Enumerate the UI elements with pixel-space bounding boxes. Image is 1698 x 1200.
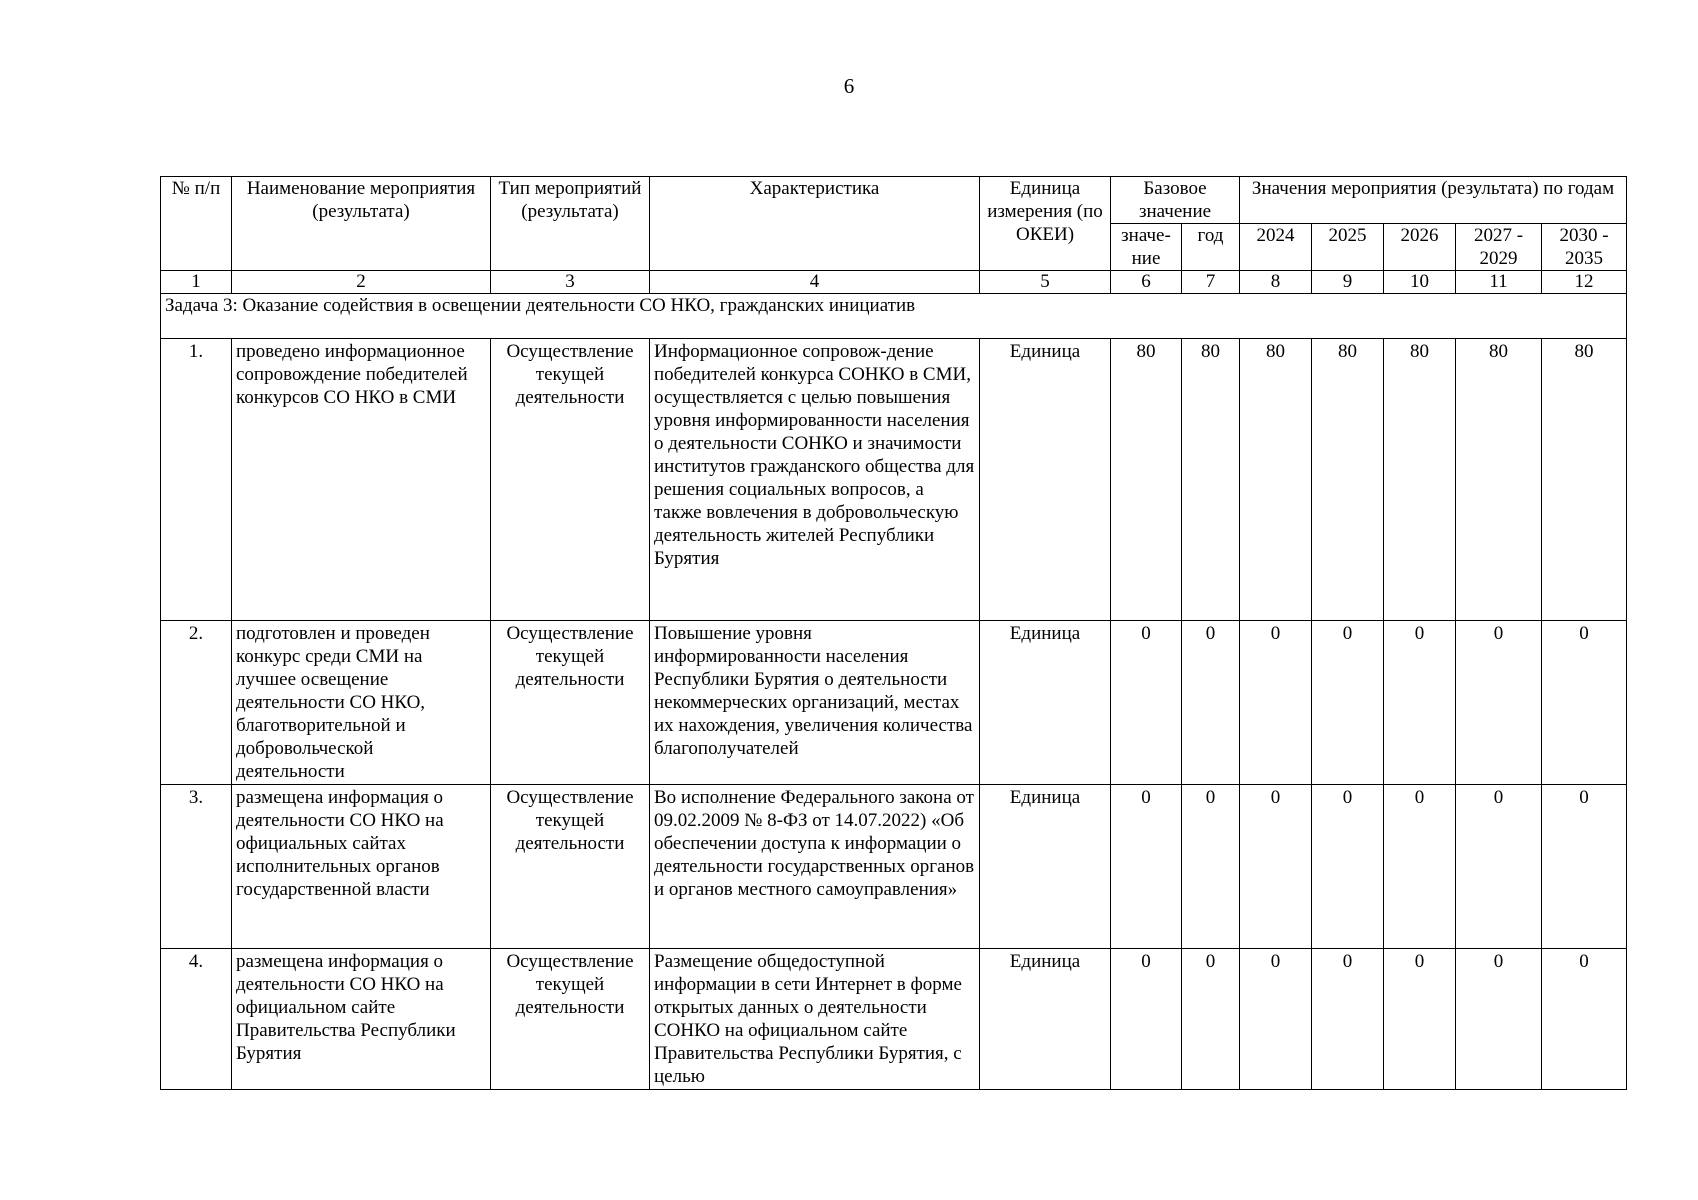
header-unit: Единица измерения (по ОКЕИ) (980, 177, 1111, 271)
row-unit: Единица (980, 339, 1111, 621)
row-characteristic: Размещение общедоступной информации в сети Интернет в форме открытых данных о деятельности СОНКО на официальном сайте Правительства Республики Бурятия, с целью (650, 949, 980, 1090)
row-unit: Единица (980, 621, 1111, 785)
row-value: 80 (1111, 339, 1182, 621)
task-title: Задача 3: Оказание содействия в освещении деятельности СО НКО, гражданских инициатив (161, 294, 1627, 339)
row-characteristic: Информационное сопровож-дение победителей конкурса СОНКО в СМИ, осуществляется с целью повышения уровня информированности населения о деятельности СОНКО и значимости институтов гражданского общества для решения социальных вопросов, а также вовлечения в добровольческую деятельность жителей Республики Бурятия (650, 339, 980, 621)
row-name: размещена информация о деятельности СО НКО на официальных сайтах исполнительных органов государственной власти (232, 785, 491, 949)
header-base-value: значе-ние (1111, 224, 1182, 271)
row-unit: Единица (980, 785, 1111, 949)
row-type: Осуществление текущей деятельности (491, 949, 650, 1090)
column-number: 2 (232, 271, 491, 294)
header-name: Наименование мероприятия (результата) (232, 177, 491, 271)
header-characteristic: Характеристика (650, 177, 980, 271)
row-number: 2. (161, 621, 232, 785)
row-number: 1. (161, 339, 232, 621)
header-num: № п/п (161, 177, 232, 271)
column-number: 1 (161, 271, 232, 294)
row-number: 4. (161, 949, 232, 1090)
row-value: 0 (1240, 785, 1312, 949)
row-value: 0 (1312, 621, 1384, 785)
row-value: 0 (1182, 949, 1240, 1090)
row-value: 0 (1240, 621, 1312, 785)
column-number: 6 (1111, 271, 1182, 294)
row-value: 0 (1456, 949, 1542, 1090)
row-value: 0 (1542, 949, 1627, 1090)
row-value: 80 (1240, 339, 1312, 621)
column-number: 8 (1240, 271, 1312, 294)
column-number: 10 (1384, 271, 1456, 294)
row-value: 0 (1111, 949, 1182, 1090)
column-number: 3 (491, 271, 650, 294)
table-row (161, 949, 1627, 1090)
task-row (161, 294, 1627, 339)
row-value: 0 (1456, 785, 1542, 949)
column-number: 11 (1456, 271, 1542, 294)
row-name: проведено информационное сопровождение победителей конкурсов СО НКО в СМИ (232, 339, 491, 621)
row-value: 0 (1182, 785, 1240, 949)
row-value: 80 (1456, 339, 1542, 621)
row-value: 80 (1182, 339, 1240, 621)
header-base-group: Базовое значение (1111, 177, 1240, 224)
header-years-group: Значения мероприятия (результата) по годам (1240, 177, 1627, 224)
header-year: 2027 - 2029 (1456, 224, 1542, 271)
page-number: 6 (843, 74, 855, 98)
row-value: 0 (1111, 785, 1182, 949)
header-year: 2024 (1240, 224, 1312, 271)
header-year: 2025 (1312, 224, 1384, 271)
column-number: 9 (1312, 271, 1384, 294)
column-number-row (161, 271, 1627, 294)
row-value: 0 (1542, 785, 1627, 949)
row-name: размещена информация о деятельности СО НКО на официальном сайте Правительства Республики Бурятия (232, 949, 491, 1090)
row-value: 0 (1182, 621, 1240, 785)
table-row (161, 785, 1627, 949)
table-row (161, 621, 1627, 785)
row-value: 0 (1384, 785, 1456, 949)
header-type: Тип мероприятий (результата) (491, 177, 650, 271)
row-value: 0 (1542, 621, 1627, 785)
row-value: 0 (1312, 949, 1384, 1090)
header-year: 2030 - 2035 (1542, 224, 1627, 271)
column-number: 7 (1182, 271, 1240, 294)
row-value: 80 (1542, 339, 1627, 621)
row-value: 0 (1240, 949, 1312, 1090)
activities-table (160, 176, 1627, 1090)
column-number: 12 (1542, 271, 1627, 294)
row-type: Осуществление текущей деятельности (491, 785, 650, 949)
row-type: Осуществление текущей деятельности (491, 339, 650, 621)
header-year: 2026 (1384, 224, 1456, 271)
row-name: подготовлен и проведен конкурс среди СМИ на лучшее освещение деятельности СО НКО, благотворительной и добровольческой деятельности (232, 621, 491, 785)
column-number: 4 (650, 271, 980, 294)
row-unit: Единица (980, 949, 1111, 1090)
row-value: 0 (1456, 621, 1542, 785)
row-value: 0 (1111, 621, 1182, 785)
row-value: 0 (1384, 949, 1456, 1090)
column-number: 5 (980, 271, 1111, 294)
row-type: Осуществление текущей деятельности (491, 621, 650, 785)
row-number: 3. (161, 785, 232, 949)
table-row (161, 339, 1627, 621)
row-characteristic: Повышение уровня информированности населения Республики Бурятия о деятельности некоммерческих организаций, местах их нахождения, увеличения количества благополучателей (650, 621, 980, 785)
row-value: 0 (1384, 621, 1456, 785)
row-value: 0 (1312, 785, 1384, 949)
header-row-1 (161, 177, 1627, 224)
header-base-year: год (1182, 224, 1240, 271)
row-characteristic: Во исполнение Федерального закона от 09.02.2009 № 8-ФЗ от 14.07.2022) «Об обеспечении доступа к информации о деятельности государственных органов и органов местного самоуправления» (650, 785, 980, 949)
row-value: 80 (1312, 339, 1384, 621)
row-value: 80 (1384, 339, 1456, 621)
